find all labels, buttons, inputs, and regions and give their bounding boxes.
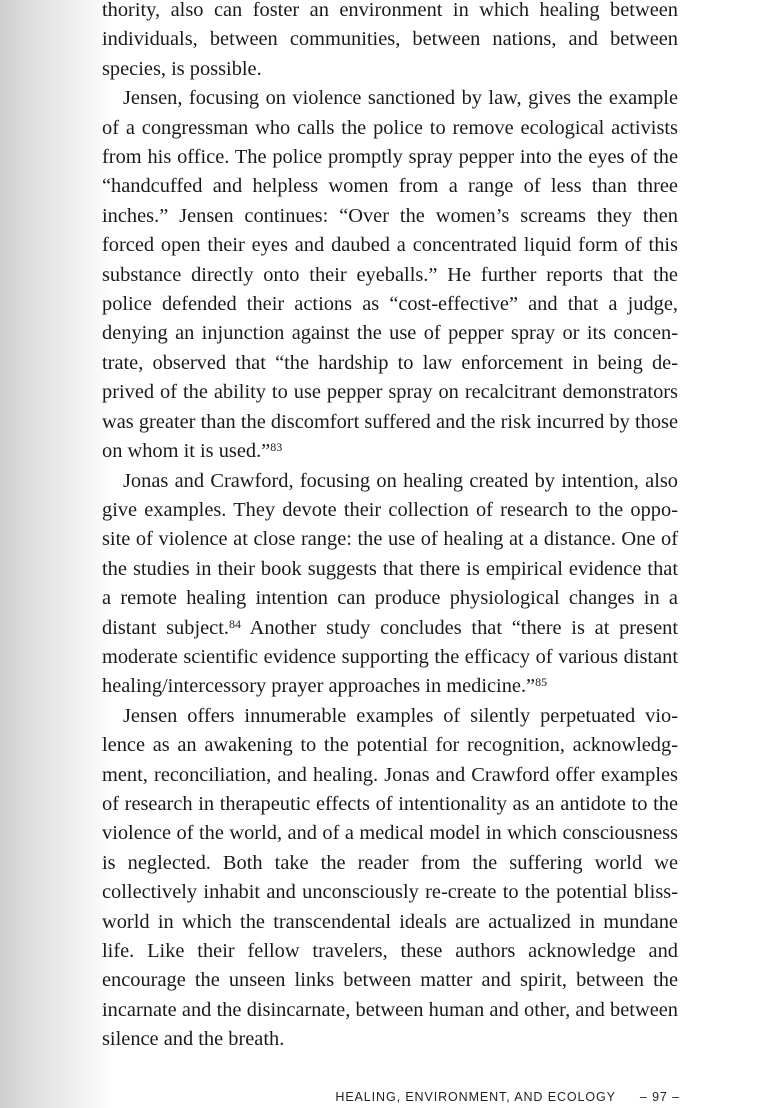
paragraph-2 <box>102 84 678 466</box>
footnote-ref-83[interactable]: 83 <box>270 440 283 455</box>
paragraph-1-text: thority, also can foster an environment in which healing between individuals, between communities, between nations, and between species, is possible. <box>102 0 678 80</box>
footnote-ref-85[interactable]: 85 <box>535 675 548 690</box>
footnote-ref-84[interactable]: 84 <box>228 616 241 631</box>
running-head: HEALING, ENVIRONMENT, AND ECOLOGY <box>335 1090 616 1104</box>
paragraph-1 <box>102 0 678 84</box>
paragraph-3-text-a: Jonas and Crawford, focusing on healing created by intention, also give examples. They devote their collection of research to the opposite of violence at close range: the use of healing at a distance. One of the studies in their book suggests that there is empirical evidence that a remote healing intention can produce physiological changes in a distant subject. <box>102 469 678 639</box>
paragraph-3 <box>102 467 678 702</box>
paragraph-4-text: Jensen offers innumerable examples of silently perpetuated violence as an awakening to the potential for recognition, acknowledgment, reconciliation, and healing. Jonas and Crawford offer examples of research in therapeutic effects of intentionality as an antidote to the violence of the world, and of a medical model in which consciousness is neglected. Both take the reader from the suffering world we collectively inhabit and unconsciously re-create to the potential bliss-world in which the transcendental ideals are actualized in mundane life. Like their fellow travelers, these authors acknowledge and encourage the unseen links between matter and spirit, between the incarnate and the disincarnate, between human and other, and between silence and the breath. <box>102 704 678 1051</box>
body-text <box>102 0 678 1055</box>
page-number: – 97 – <box>639 1090 680 1104</box>
paragraph-2-text: Jensen, focusing on violence sanctioned by law, gives the example of a congressman who calls the police to remove ecological activists from his office. The police promptly spray pepper into the eyes of the “handcuffed and helpless women from a range of less than three inches.” Jensen continues: “Over the women’s screams they then forced open their eyes and daubed a concentrated liquid form of this substance directly onto their eyeballs.” He further reports that the police defended their actions as “cost-effective” and that a judge, denying an injunction against the use of pepper spray or its concentrate, observed that “the hardship to law enforcement in being deprived of the ability to use pepper spray on recalcitrant demonstrators was greater than the discomfort suffered and the risk incurred by those on whom it is used.” <box>102 87 678 463</box>
paragraph-3-text-b: Another study concludes that “there is at present moderate scientific evidence supporting the efficacy of various distant healing/intercessory prayer approaches in medicine.” <box>102 616 678 698</box>
page-footer <box>0 1090 680 1104</box>
paragraph-4 <box>102 702 678 1055</box>
